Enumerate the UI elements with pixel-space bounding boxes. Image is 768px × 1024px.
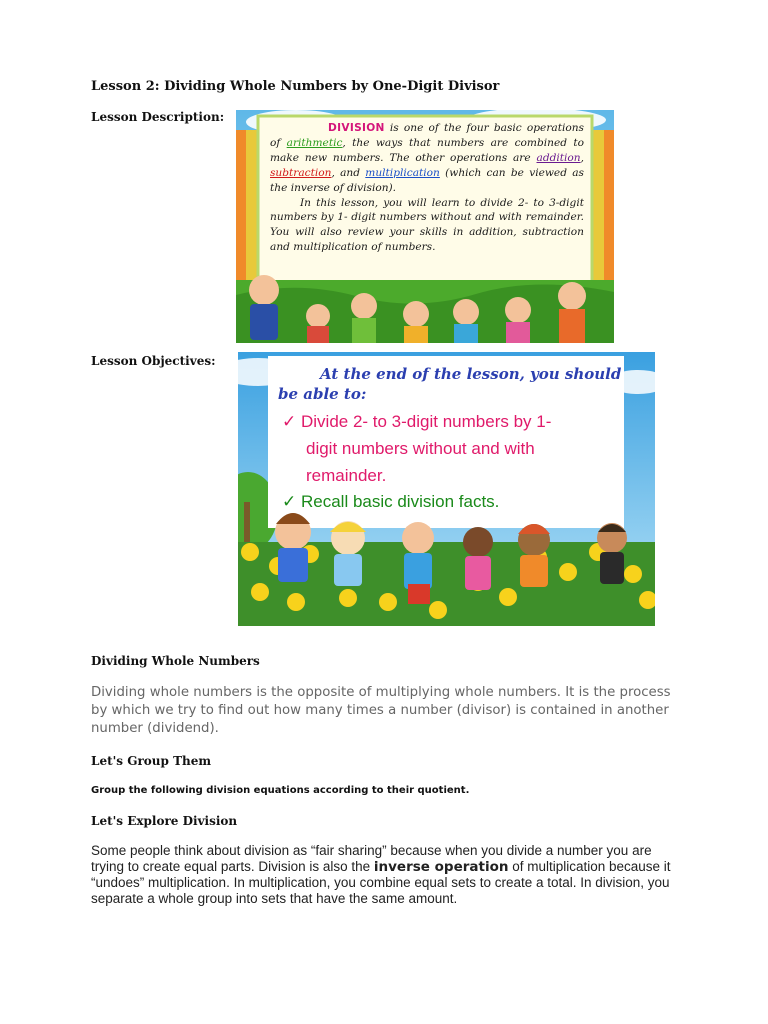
- lesson-description-label: Lesson Description:: [91, 110, 225, 124]
- explore-text-2: of multiplication because it “undoes” multiplication. In multiplication, you combine equal sets to create a total. In division, you separate a whole group into sets that have the same amount.: [91, 859, 671, 906]
- keyword-division: DIVISION: [328, 122, 385, 134]
- objective-1-line-2: digit numbers without and with: [306, 439, 535, 458]
- objectives-heading-line-1: At the end of the lesson, you should: [320, 365, 622, 383]
- objectives-heading: [278, 364, 623, 404]
- description-slide-text: [270, 121, 584, 255]
- objective-2: [282, 489, 499, 515]
- keyword-subtraction: subtraction: [270, 166, 332, 179]
- objective-1-line-1: [282, 409, 551, 435]
- lesson-title: Lesson 2: Dividing Whole Numbers by One-Digit Divisor: [91, 79, 500, 94]
- lets-explore-division-body: [91, 843, 671, 907]
- dividing-whole-numbers-body: Dividing whole numbers is the opposite of multiplying whole numbers. It is the process by which we try to find out how many times a number (divisor) is contained in another number (dividend).: [91, 685, 671, 736]
- description-paragraph-1: [270, 121, 584, 196]
- description-text-2: , the ways that numbers are combined to make new numbers. The other operations are: [270, 136, 584, 164]
- check-icon: ✓: [282, 412, 297, 432]
- lesson-objectives-label: Lesson Objectives:: [91, 354, 216, 368]
- description-text-3: ,: [580, 151, 584, 164]
- lesson-objectives-slide: [238, 352, 655, 626]
- objectives-heading-line-2: be able to:: [278, 385, 367, 403]
- dividing-whole-numbers-heading: Dividing Whole Numbers: [91, 654, 260, 668]
- lets-group-them-heading: Let's Group Them: [91, 754, 212, 768]
- description-text-5: (which can be viewed as the inverse of division).: [270, 166, 584, 194]
- objective-2-text: Recall basic division facts.: [300, 492, 500, 511]
- objective-1-text-1: Divide 2- to 3-digit numbers by 1-: [300, 412, 552, 431]
- keyword-multiplication: multiplication: [365, 166, 440, 179]
- description-text-1: is one of the four basic operations of: [270, 122, 584, 149]
- description-text-4: , and: [331, 166, 366, 179]
- lets-group-them-body: Group the following division equations according to their quotient.: [91, 785, 470, 796]
- lets-explore-division-heading: Let's Explore Division: [91, 814, 238, 828]
- check-icon: ✓: [282, 492, 297, 512]
- explore-text-1: Some people think about division as “fair sharing” because when you divide a number you are trying to create equal parts. Division is also the: [91, 843, 652, 874]
- description-paragraph-2: In this lesson, you will learn to divide 2- to 3-digit numbers by 1- digit numbers without and with remainder. You will also review your skills in addition, subtraction and multiplication of numbers.: [270, 196, 584, 254]
- lesson-description-slide: [236, 110, 614, 343]
- explore-bold-term: inverse operation: [373, 859, 509, 875]
- keyword-arithmetic: arithmetic: [286, 136, 343, 149]
- keyword-addition: addition: [536, 151, 581, 164]
- objective-1-line-3: remainder.: [306, 466, 387, 485]
